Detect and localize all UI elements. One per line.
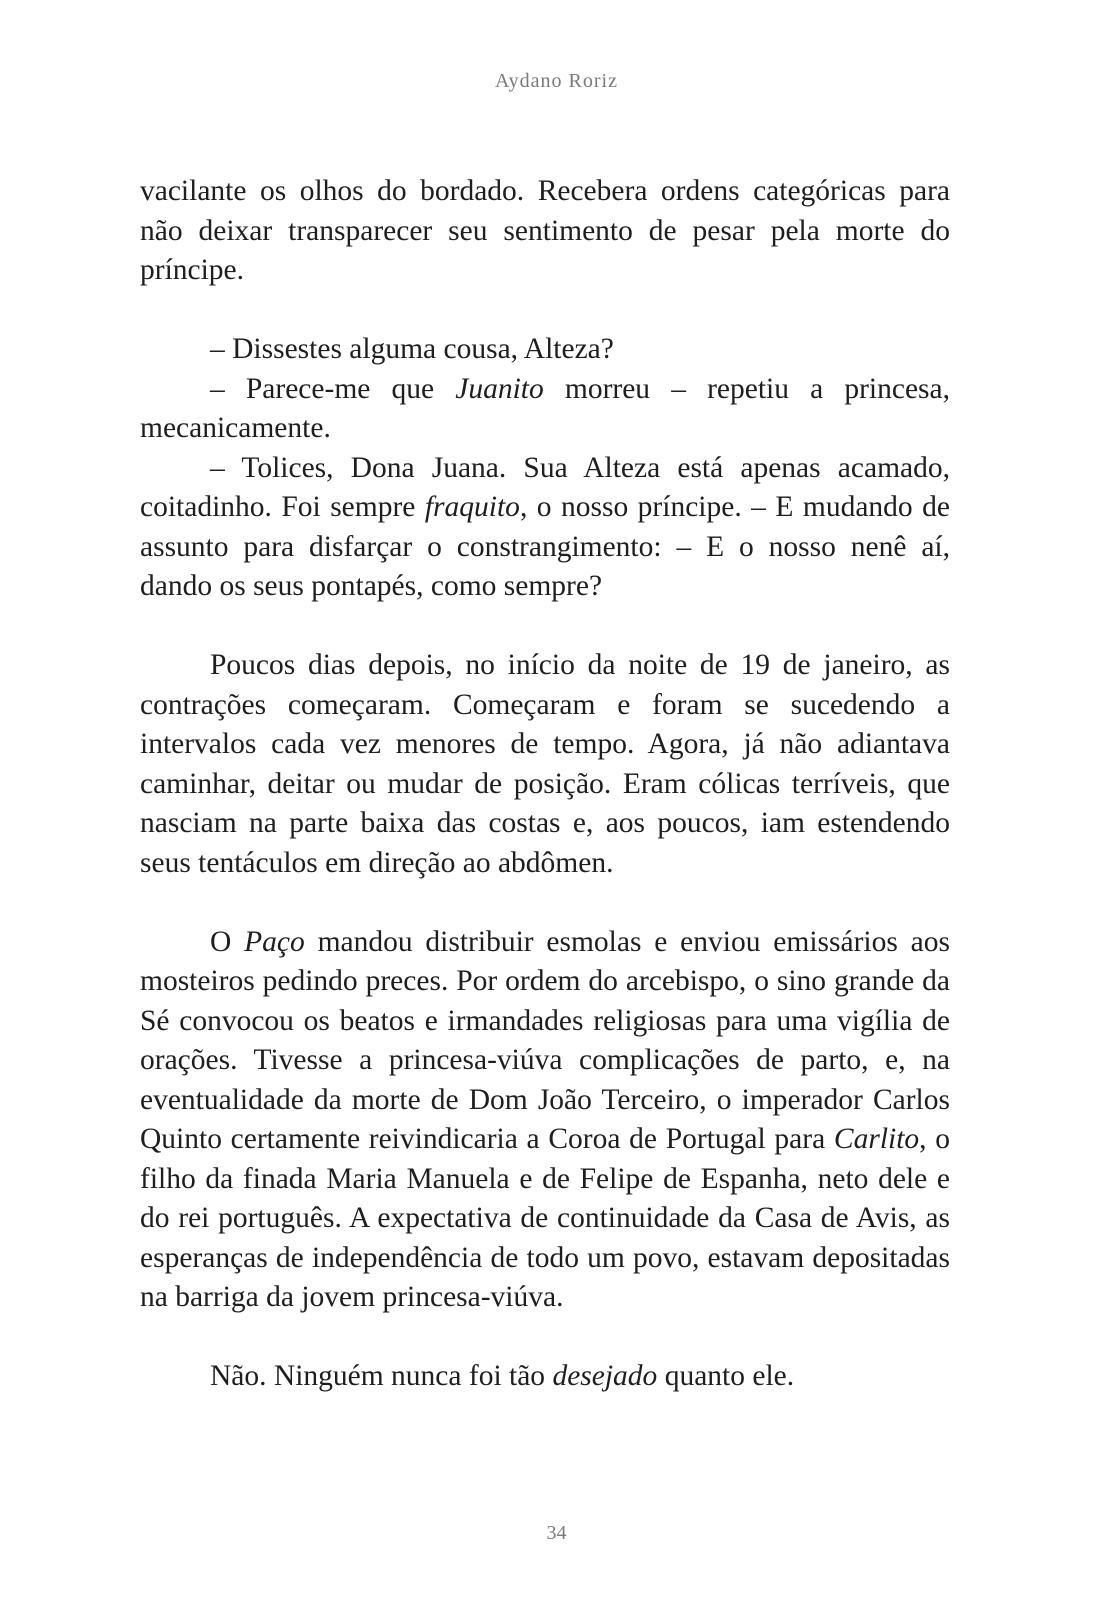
paragraph-text: mandou distribuir esmolas e enviou emissários aos mosteiros pedindo preces. Por ordem do arcebispo, o sino grande da Sé convocou os beatos e irmandades religiosas para uma vigília de orações. Tivesse a princesa-viúva complicações de parto, e, na eventualidade da morte de Dom João Terceiro, o imperador Carlos Quinto certamente reivindicaria a Coroa de Portugal para	[140, 925, 950, 1155]
paragraph-text: vacilante os olhos do bordado. Recebera ordens categóricas para não deixar transparecer seu sentimento de pesar pela morte do príncipe.	[140, 175, 950, 286]
dialogue-line	[140, 449, 950, 607]
page-body	[140, 172, 950, 1397]
closing-paragraph	[140, 1357, 950, 1397]
italic-term: fraquito	[424, 491, 520, 523]
paragraph-text: – Tolices, Dona Juana. Sua Alteza está apenas acamado, coitadinho. Foi sempre	[140, 451, 950, 523]
page-number: 34	[546, 1522, 567, 1544]
paragraph-text: Poucos dias depois, no início da noite de 19 de janeiro, as contrações começaram. Começaram e foram se sucedendo a intervalos cada vez menores de tempo. Agora, já não adiantava caminhar, deitar ou mudar de posição. Eram cólicas terríveis, que nasciam na parte baixa das costas e, aos poucos, iam estendendo seus tentáculos em direção ao abdômen.	[140, 649, 950, 879]
dialogue-line	[140, 370, 950, 449]
paragraph-text: quanto ele.	[657, 1360, 795, 1392]
paragraph-continuation	[140, 172, 950, 291]
paragraph	[140, 646, 950, 883]
paragraph-text: O	[210, 925, 245, 958]
italic-term: Juanito	[455, 372, 544, 405]
italic-term: Paço	[244, 925, 305, 958]
dialogue-line	[140, 330, 950, 370]
paragraph-text: , o filho da finada Maria Manuela e de Felipe de Espanha, neto dele e do rei português. A expectativa de continuidade da Casa de Avis, as esperanças de independência de todo um povo, estavam depositadas na barriga da jovem princesa-viúva.	[140, 1123, 951, 1313]
paragraph-text: morreu – repetiu a princesa, mecanicamente.	[140, 372, 951, 444]
paragraph-text: Não. Ninguém nunca foi tão	[210, 1360, 553, 1392]
italic-term: Carlito	[833, 1123, 920, 1155]
paragraph	[140, 923, 950, 1318]
paragraph-text: , o nosso príncipe. – E mudando de assunto para disfarçar o constrangimento: – E o nosso nenê aí, dando os seus pontapés, como sempre?	[140, 491, 950, 602]
italic-term: desejado	[552, 1360, 658, 1392]
paragraph-text: – Dissestes alguma cousa, Alteza?	[210, 333, 614, 365]
paragraph-text: – Parece-me que	[210, 372, 456, 405]
running-header: Aydano Roriz	[495, 70, 618, 92]
